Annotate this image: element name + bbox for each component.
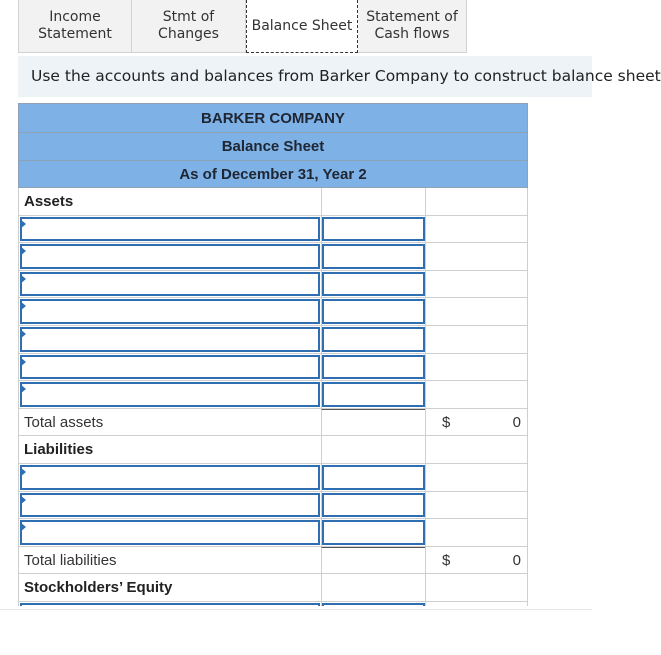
dropdown-marker-icon [20,274,26,284]
total-liabilities-value: 0 [512,551,521,569]
page-divider [0,609,592,610]
total-assets-value: 0 [512,413,521,431]
company-name: BARKER COMPANY [18,103,528,132]
asset-account-select[interactable] [20,382,320,407]
tab-income-statement[interactable]: Income Statement [18,0,132,53]
liability-entry-row [18,464,528,492]
asset-amount-input[interactable] [322,217,425,242]
total-liabilities-row [18,547,528,575]
liabilities-heading: Liabilities [24,441,94,459]
dropdown-marker-icon [20,301,26,311]
liability-amount-input[interactable] [322,465,425,490]
dropdown-marker-icon [20,246,26,256]
total-assets-row [18,409,528,437]
tab-statement-of-cash-flows[interactable]: Statement of Cash flows [358,0,467,53]
equity-entry-row [18,602,528,606]
statement-title: Balance Sheet [18,132,528,160]
asset-entry-row [18,381,528,409]
asset-account-select[interactable] [20,355,320,380]
liability-account-select[interactable] [20,465,320,490]
asset-amount-input[interactable] [322,244,425,269]
asset-account-select[interactable] [20,217,320,242]
asset-entry-row [18,271,528,299]
asset-amount-input[interactable] [322,382,425,407]
asset-account-select[interactable] [20,299,320,324]
asset-entry-row [18,354,528,382]
currency-symbol: $ [442,551,451,569]
liability-amount-input[interactable] [322,520,425,545]
asset-amount-input[interactable] [322,299,425,324]
dropdown-marker-icon [20,467,26,477]
tab-stmt-of-changes[interactable]: Stmt of Changes [132,0,246,53]
dropdown-marker-icon [20,329,26,339]
liability-account-select[interactable] [20,520,320,545]
liability-entry-row [18,519,528,547]
currency-symbol: $ [442,413,451,431]
liability-amount-input[interactable] [322,493,425,518]
balance-sheet-form [18,103,528,606]
liability-entry-row [18,492,528,520]
dropdown-marker-icon [20,495,26,505]
statement-date: As of December 31, Year 2 [18,160,528,188]
dropdown-marker-icon [20,522,26,532]
equity-heading: Stockholders’ Equity [24,579,173,597]
dropdown-marker-icon [20,357,26,367]
statement-tabs [18,0,467,53]
asset-amount-input[interactable] [322,355,425,380]
equity-account-select[interactable] [20,603,320,606]
equity-amount-input[interactable] [322,603,425,606]
liability-account-select[interactable] [20,493,320,518]
asset-account-select[interactable] [20,244,320,269]
total-assets-label: Total assets [24,413,104,431]
section-row-liabilities [18,436,528,464]
asset-amount-input[interactable] [322,272,425,297]
tab-balance-sheet[interactable]: Balance Sheet [246,0,358,53]
total-liabilities-label: Total liabilities [24,551,117,569]
asset-entry-row [18,216,528,244]
dropdown-marker-icon [20,384,26,394]
assets-heading: Assets [24,193,74,210]
section-row-assets [18,188,528,216]
asset-amount-input[interactable] [322,327,425,352]
dropdown-marker-icon [20,219,26,229]
asset-entry-row [18,298,528,326]
asset-account-select[interactable] [20,272,320,297]
section-row-equity [18,574,528,602]
asset-entry-row [18,326,528,354]
asset-account-select[interactable] [20,327,320,352]
instruction-text: Use the accounts and balances from Barker Company to construct balance sheet [18,56,592,97]
asset-entry-row [18,243,528,271]
